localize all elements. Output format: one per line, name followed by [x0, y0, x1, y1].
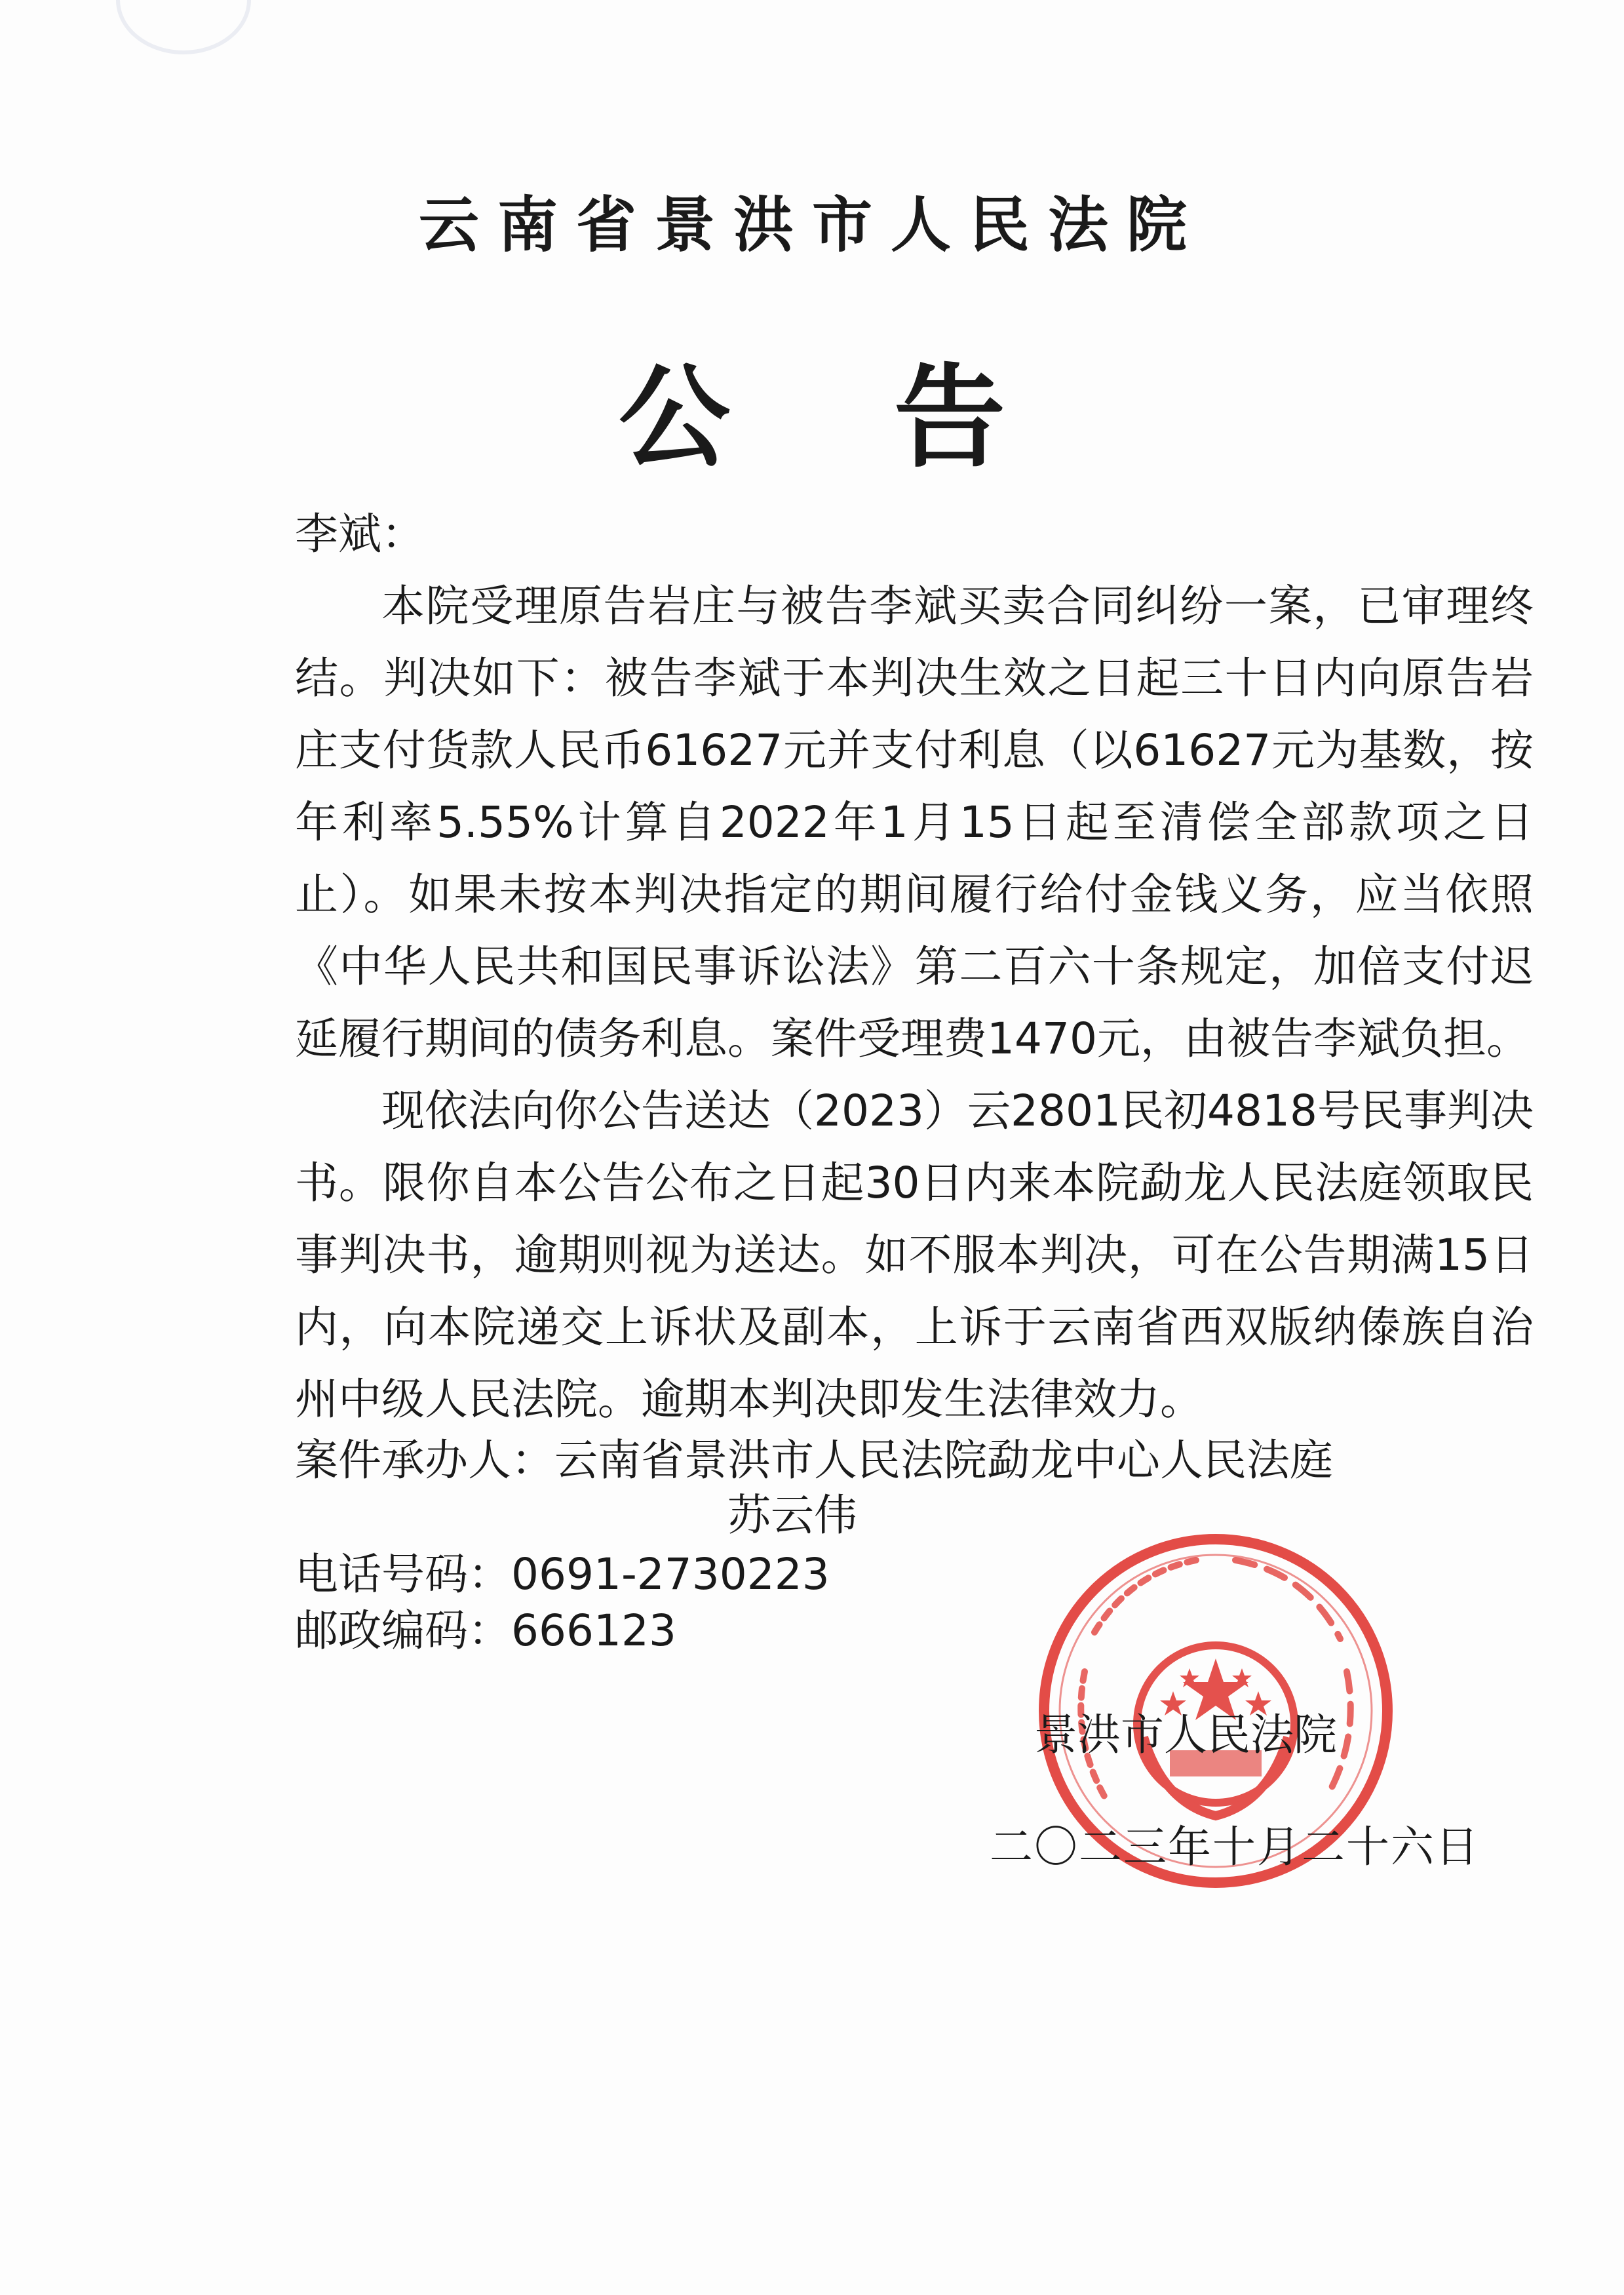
postal-label: 邮政编码：	[295, 1605, 511, 1656]
document-title: 公告	[618, 352, 1169, 483]
postal-code: 666123	[511, 1605, 676, 1656]
signing-court: 景洪市人民法院	[1034, 1710, 1337, 1760]
notice-body	[295, 498, 1534, 1436]
faint-stamp-mark-icon	[111, 0, 256, 66]
postal-line	[295, 1598, 676, 1664]
phone-number: 0691-2730223	[511, 1549, 830, 1599]
phone-label: 电话号码：	[295, 1549, 511, 1599]
addressee: 李斌：	[295, 509, 425, 559]
case-handler-label: 案件承办人：	[295, 1435, 554, 1485]
phone-line	[295, 1542, 830, 1607]
signing-date: 二〇二三年十月二十六日	[990, 1822, 1480, 1872]
case-handler-name: 苏云伟	[727, 1490, 857, 1540]
case-handler-unit: 云南省景洪市人民法院勐龙中心人民法庭	[554, 1435, 1333, 1485]
court-name: 云南省景洪市人民法院	[418, 189, 1205, 260]
judgment-paragraph: 本院受理原告岩庄与被告李斌买卖合同纠纷一案，已审理终结。判决如下：被告李斌于本判决生效之日起三十日内向原告岩庄支付货款人民币61627元并支付利息（以61627元为基数，按年利率5.55%计算自2022年1月15日起至清偿全部款项之日止）。如果未按本判决指定的期间履行给付金钱义务，应当依照《中华人民共和国民事诉讼法》第二百六十条规定，加倍支付迟延履行期间的债务利息。案件受理费1470元，由被告李斌负担。	[295, 581, 1534, 1064]
service-paragraph: 现依法向你公告送达（2023）云2801民初4818号民事判决书。限你自本公告公布之日起30日内来本院勐龙人民法庭领取民事判决书，逾期则视为送达。如不服本判决，可在公告期满15日内，向本院递交上诉状及副本，上诉于云南省西双版纳傣族自治州中级人民法院。逾期本判决即发生法律效力。	[295, 1086, 1534, 1424]
